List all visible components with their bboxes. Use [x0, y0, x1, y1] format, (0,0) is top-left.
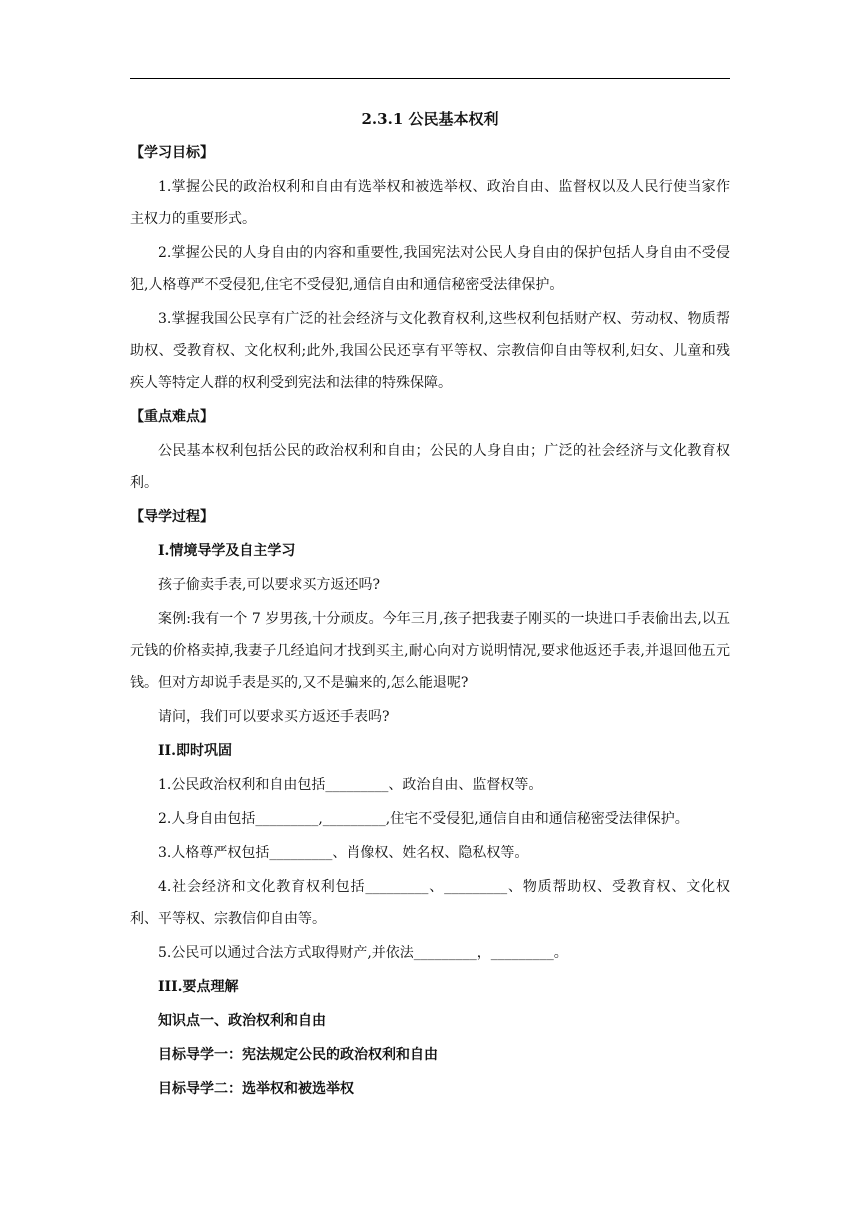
fill-blank-1: 1.公民政治权利和自由包括_________、政治自由、监督权等。 — [158, 777, 543, 793]
part-3-heading: III.要点理解 — [158, 979, 239, 995]
fill-blank-5: 5.公民可以通过合法方式取得财产,并依法_________，_________。 — [158, 945, 568, 961]
case-text: 案例:我有一个 7 岁男孩,十分顽皮。今年三月,孩子把我妻子刚买的一块进口手表偷出去,以五元钱的价格卖掉,我妻子几经追问才找到买主,耐心向对方说明情况,要求他返还手表,并退回他五元钱。但对方却说手表是买的,又不是骗来的,怎么能退呢? — [130, 611, 730, 691]
document-body — [130, 103, 730, 1107]
goal-item-3: 3.掌握我国公民享有广泛的社会经济与文化教育权利,这些权利包括财产权、劳动权、物质帮助权、受教育权、文化权利;此外,我国公民还享有平等权、宗教信仰自由等权利,妇女、儿童和残疾人等特定人群的权利受到宪法和法律的特殊保障。 — [130, 311, 730, 391]
target-guide-2: 目标导学二：选举权和被选举权 — [158, 1081, 354, 1097]
key-points-text: 公民基本权利包括公民的政治权利和自由；公民的人身自由；广泛的社会经济与文化教育权利。 — [130, 443, 730, 491]
fill-blank-3: 3.人格尊严权包括_________、肖像权、姓名权、隐私权等。 — [158, 845, 529, 861]
goal-item-2: 2.掌握公民的人身自由的内容和重要性,我国宪法对公民人身自由的保护包括人身自由不受侵犯,人格尊严不受侵犯,住宅不受侵犯,通信自由和通信秘密受法律保护。 — [130, 245, 730, 293]
section-heading-process: 【导学过程】 — [130, 509, 214, 525]
target-guide-1: 目标导学一：宪法规定公民的政治权利和自由 — [158, 1047, 438, 1063]
fill-blank-4: 4.社会经济和文化教育权利包括_________、_________、物质帮助权、受教育权、文化权利、平等权、宗教信仰自由等。 — [130, 879, 730, 927]
section-heading-goals: 【学习目标】 — [130, 145, 214, 161]
knowledge-point-1: 知识点一、政治权利和自由 — [158, 1013, 326, 1029]
fill-blank-2: 2.人身自由包括_________,_________,住宅不受侵犯,通信自由和通信秘密受法律保护。 — [158, 811, 689, 827]
header-rule — [130, 78, 730, 79]
document-title: 2.3.1 公民基本权利 — [361, 110, 499, 128]
scenario-question: 孩子偷卖手表,可以要求买方返还吗? — [158, 577, 380, 593]
part-2-heading: II.即时巩固 — [158, 743, 232, 759]
section-heading-key-points: 【重点难点】 — [130, 409, 214, 425]
part-1-heading: I.情境导学及自主学习 — [158, 543, 296, 559]
case-ask: 请问，我们可以要求买方返还手表吗? — [158, 709, 390, 725]
goal-item-1: 1.掌握公民的政治权利和自由有选举权和被选举权、政治自由、监督权以及人民行使当家作主权力的重要形式。 — [130, 179, 730, 227]
